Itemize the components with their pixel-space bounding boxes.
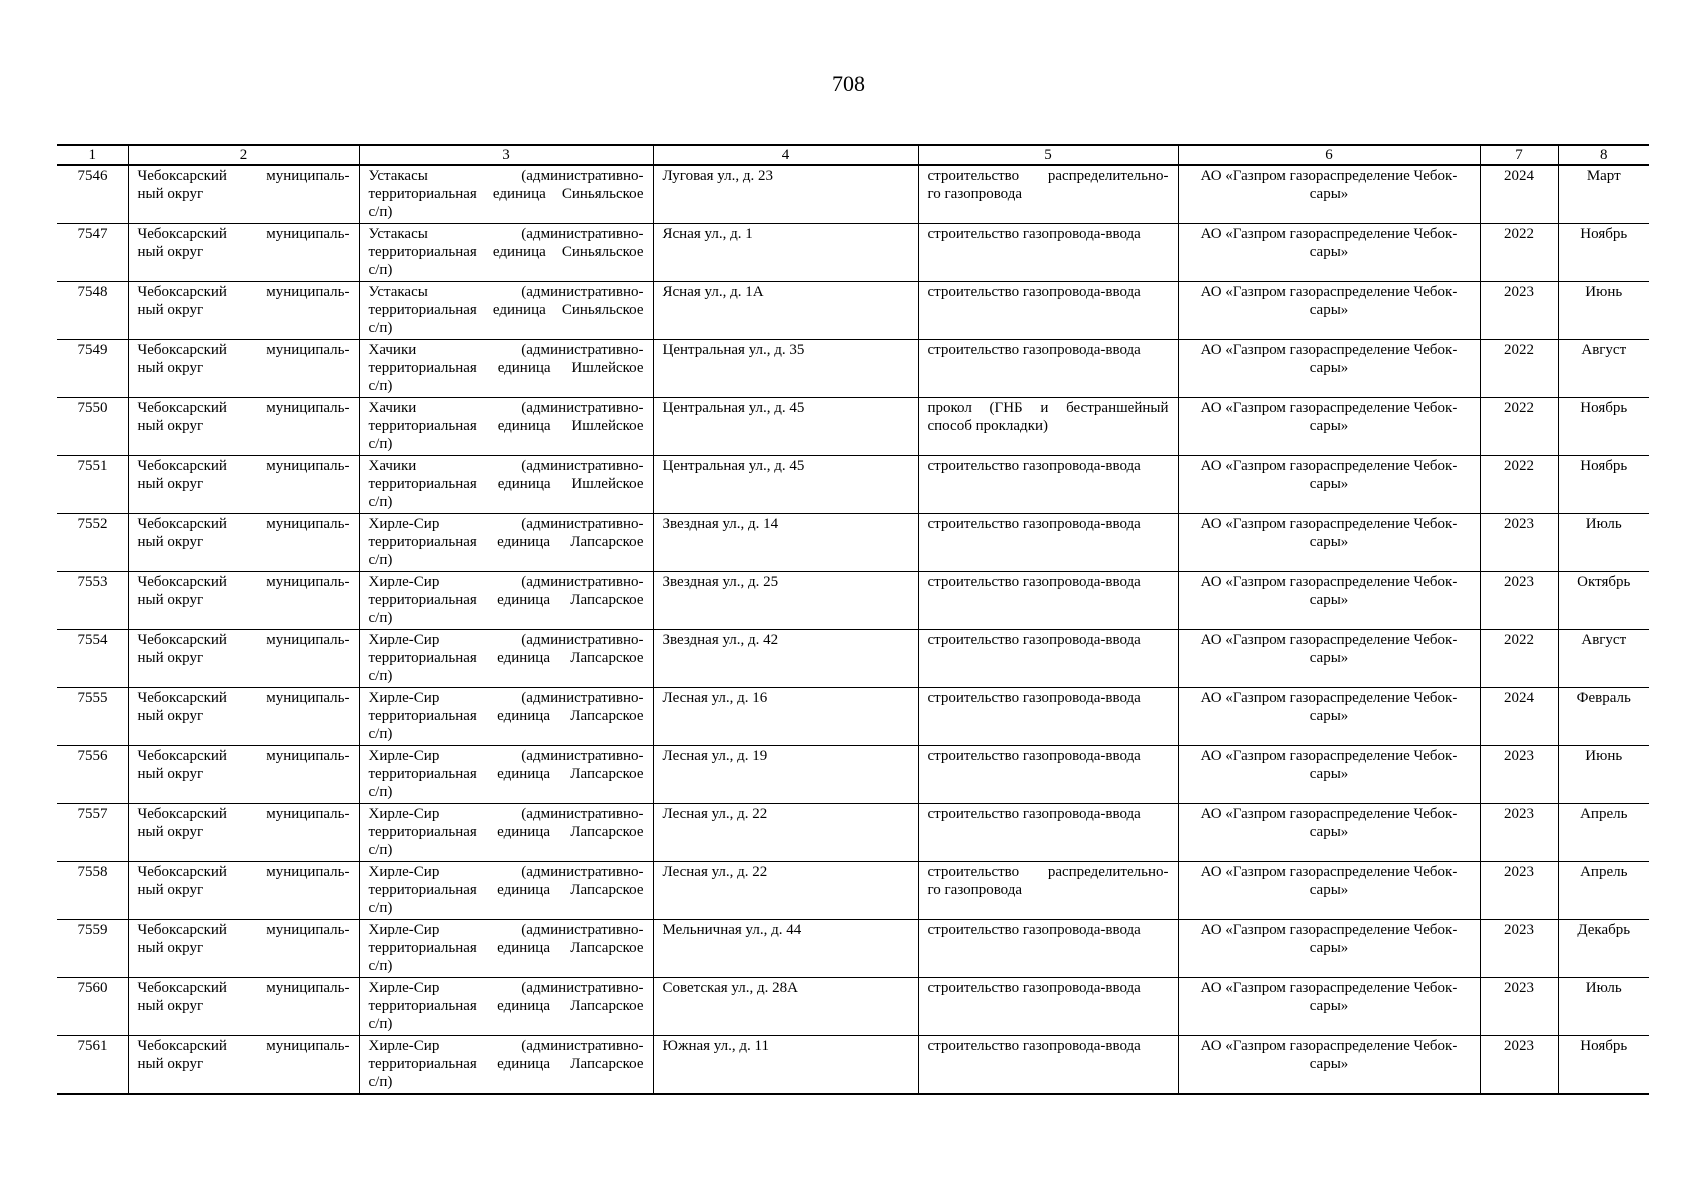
locality-line: территориальная единица Лапсарское <box>368 940 644 956</box>
locality-line: с/п) <box>368 784 393 800</box>
organization-line: сары» <box>1309 302 1349 318</box>
district-cell <box>128 1036 359 1095</box>
address-cell: Луговая ул., д. 23 <box>653 165 918 224</box>
table-row <box>57 456 1649 514</box>
district-cell <box>128 165 359 224</box>
row-number: 7555 <box>57 688 128 746</box>
row-number: 7550 <box>57 398 128 456</box>
organization-line: сары» <box>1309 360 1349 376</box>
work-type-cell <box>918 688 1178 746</box>
organization-cell <box>1178 862 1480 920</box>
work-type-line: строительство газопровода-ввода <box>927 1038 1141 1054</box>
locality-line: территориальная единица Ишлейское <box>368 360 644 376</box>
district-line: ный округ <box>137 998 204 1014</box>
table-row <box>57 398 1649 456</box>
address-cell: Лесная ул., д. 16 <box>653 688 918 746</box>
district-cell <box>128 282 359 340</box>
district-cell <box>128 398 359 456</box>
col-header: 5 <box>918 145 1178 165</box>
district-line: Чебоксарский муниципаль- <box>137 168 350 184</box>
work-type-line: строительство газопровода-ввода <box>927 574 1141 590</box>
table-row <box>57 514 1649 572</box>
district-line: ный округ <box>137 708 204 724</box>
month-cell: Ноябрь <box>1558 1036 1649 1095</box>
table-row <box>57 920 1649 978</box>
table-row <box>57 224 1649 282</box>
locality-line: с/п) <box>368 610 393 626</box>
locality-line: Устакасы (административно- <box>368 284 644 300</box>
organization-cell <box>1178 688 1480 746</box>
district-cell <box>128 746 359 804</box>
gasification-table <box>57 144 1649 1095</box>
locality-cell <box>359 978 653 1036</box>
header-row <box>57 145 1649 165</box>
work-type-cell <box>918 282 1178 340</box>
locality-cell <box>359 456 653 514</box>
row-number: 7553 <box>57 572 128 630</box>
table-row <box>57 572 1649 630</box>
row-number: 7557 <box>57 804 128 862</box>
locality-line: территориальная единица Лапсарское <box>368 650 644 666</box>
locality-line: с/п) <box>368 262 393 278</box>
locality-line: территориальная единица Лапсарское <box>368 882 644 898</box>
district-line: Чебоксарский муниципаль- <box>137 806 350 822</box>
district-line: Чебоксарский муниципаль- <box>137 284 350 300</box>
locality-line: территориальная единица Лапсарское <box>368 592 644 608</box>
organization-line: сары» <box>1309 476 1349 492</box>
row-number: 7556 <box>57 746 128 804</box>
row-number: 7547 <box>57 224 128 282</box>
table-row <box>57 804 1649 862</box>
organization-cell <box>1178 978 1480 1036</box>
district-line: Чебоксарский муниципаль- <box>137 864 350 880</box>
organization-line: АО «Газпром газораспределение Чебок- <box>1200 864 1458 880</box>
district-line: ный округ <box>137 302 204 318</box>
locality-line: с/п) <box>368 668 393 684</box>
work-type-line: способ прокладки) <box>927 418 1048 434</box>
work-type-line: строительство распределительно- <box>927 168 1169 184</box>
work-type-line: го газопровода <box>927 882 1023 898</box>
locality-line: Хачики (административно- <box>368 400 644 416</box>
district-line: ный округ <box>137 882 204 898</box>
work-type-cell <box>918 340 1178 398</box>
locality-line: с/п) <box>368 552 393 568</box>
work-type-line: строительство распределительно- <box>927 864 1169 880</box>
organization-line: АО «Газпром газораспределение Чебок- <box>1200 690 1458 706</box>
year-cell: 2023 <box>1480 920 1558 978</box>
locality-line: территориальная единица Лапсарское <box>368 766 644 782</box>
district-line: ный округ <box>137 186 204 202</box>
locality-line: Хирле-Сир (административно- <box>368 1038 644 1054</box>
address-cell: Лесная ул., д. 22 <box>653 804 918 862</box>
locality-line: с/п) <box>368 494 393 510</box>
organization-line: сары» <box>1309 824 1349 840</box>
locality-cell <box>359 920 653 978</box>
district-cell <box>128 688 359 746</box>
work-type-cell <box>918 804 1178 862</box>
row-number: 7560 <box>57 978 128 1036</box>
locality-line: территориальная единица Лапсарское <box>368 824 644 840</box>
organization-line: сары» <box>1309 708 1349 724</box>
organization-cell <box>1178 224 1480 282</box>
table-row <box>57 1036 1649 1095</box>
table-row <box>57 165 1649 224</box>
work-type-cell <box>918 978 1178 1036</box>
col-header: 8 <box>1558 145 1649 165</box>
locality-line: территориальная единица Лапсарское <box>368 998 644 1014</box>
organization-line: АО «Газпром газораспределение Чебок- <box>1200 284 1458 300</box>
year-cell: 2022 <box>1480 456 1558 514</box>
locality-cell <box>359 804 653 862</box>
locality-line: с/п) <box>368 436 393 452</box>
district-line: ный округ <box>137 360 204 376</box>
district-line: ный округ <box>137 1056 204 1072</box>
year-cell: 2023 <box>1480 514 1558 572</box>
organization-cell <box>1178 456 1480 514</box>
year-cell: 2024 <box>1480 688 1558 746</box>
work-type-cell <box>918 514 1178 572</box>
locality-cell <box>359 165 653 224</box>
table-body <box>57 165 1649 1094</box>
district-cell <box>128 804 359 862</box>
locality-line: территориальная единица Синьяльское <box>368 186 644 202</box>
work-type-cell <box>918 224 1178 282</box>
row-number: 7551 <box>57 456 128 514</box>
locality-cell <box>359 688 653 746</box>
district-line: Чебоксарский муниципаль- <box>137 516 350 532</box>
work-type-line: строительство газопровода-ввода <box>927 922 1141 938</box>
locality-line: Хирле-Сир (административно- <box>368 864 644 880</box>
table-row <box>57 688 1649 746</box>
work-type-cell <box>918 862 1178 920</box>
district-line: ный округ <box>137 940 204 956</box>
locality-line: с/п) <box>368 378 393 394</box>
work-type-line: строительство газопровода-ввода <box>927 226 1141 242</box>
work-type-line: строительство газопровода-ввода <box>927 342 1141 358</box>
organization-cell <box>1178 804 1480 862</box>
locality-line: территориальная единица Синьяльское <box>368 244 644 260</box>
address-cell: Звездная ул., д. 14 <box>653 514 918 572</box>
organization-line: сары» <box>1309 592 1349 608</box>
organization-cell <box>1178 165 1480 224</box>
work-type-line: строительство газопровода-ввода <box>927 980 1141 996</box>
work-type-line: строительство газопровода-ввода <box>927 516 1141 532</box>
locality-line: Хирле-Сир (административно- <box>368 632 644 648</box>
locality-line: с/п) <box>368 900 393 916</box>
district-cell <box>128 978 359 1036</box>
organization-line: АО «Газпром газораспределение Чебок- <box>1200 400 1458 416</box>
locality-cell <box>359 340 653 398</box>
district-line: ный округ <box>137 592 204 608</box>
address-cell: Советская ул., д. 28А <box>653 978 918 1036</box>
work-type-line: прокол (ГНБ и бестраншейный <box>927 400 1169 416</box>
organization-line: сары» <box>1309 534 1349 550</box>
district-line: Чебоксарский муниципаль- <box>137 574 350 590</box>
district-cell <box>128 572 359 630</box>
organization-line: АО «Газпром газораспределение Чебок- <box>1200 342 1458 358</box>
district-line: ный округ <box>137 824 204 840</box>
work-type-cell <box>918 572 1178 630</box>
table-row <box>57 746 1649 804</box>
row-number: 7559 <box>57 920 128 978</box>
month-cell: Июнь <box>1558 282 1649 340</box>
locality-line: Хирле-Сир (административно- <box>368 806 644 822</box>
col-header: 6 <box>1178 145 1480 165</box>
month-cell: Ноябрь <box>1558 398 1649 456</box>
locality-line: Хачики (административно- <box>368 458 644 474</box>
address-cell: Лесная ул., д. 22 <box>653 862 918 920</box>
organization-line: сары» <box>1309 882 1349 898</box>
col-header: 1 <box>57 145 128 165</box>
table-row <box>57 630 1649 688</box>
district-cell <box>128 514 359 572</box>
address-cell: Мельничная ул., д. 44 <box>653 920 918 978</box>
locality-line: Хирле-Сир (административно- <box>368 690 644 706</box>
organization-line: АО «Газпром газораспределение Чебок- <box>1200 226 1458 242</box>
address-cell: Центральная ул., д. 45 <box>653 398 918 456</box>
organization-cell <box>1178 398 1480 456</box>
locality-cell <box>359 630 653 688</box>
year-cell: 2023 <box>1480 572 1558 630</box>
locality-cell <box>359 572 653 630</box>
organization-line: сары» <box>1309 418 1349 434</box>
work-type-cell <box>918 920 1178 978</box>
address-cell: Южная ул., д. 11 <box>653 1036 918 1095</box>
locality-line: с/п) <box>368 1074 393 1090</box>
month-cell: Август <box>1558 340 1649 398</box>
organization-line: АО «Газпром газораспределение Чебок- <box>1200 574 1458 590</box>
locality-line: территориальная единица Лапсарское <box>368 1056 644 1072</box>
organization-line: АО «Газпром газораспределение Чебок- <box>1200 168 1458 184</box>
address-cell: Звездная ул., д. 42 <box>653 630 918 688</box>
district-line: ный округ <box>137 534 204 550</box>
work-type-cell <box>918 746 1178 804</box>
organization-cell <box>1178 282 1480 340</box>
district-cell <box>128 920 359 978</box>
row-number: 7549 <box>57 340 128 398</box>
month-cell: Июль <box>1558 978 1649 1036</box>
table-row <box>57 340 1649 398</box>
district-cell <box>128 456 359 514</box>
organization-line: АО «Газпром газораспределение Чебок- <box>1200 458 1458 474</box>
year-cell: 2023 <box>1480 804 1558 862</box>
organization-line: АО «Газпром газораспределение Чебок- <box>1200 516 1458 532</box>
district-line: ный округ <box>137 418 204 434</box>
work-type-line: строительство газопровода-ввода <box>927 690 1141 706</box>
year-cell: 2022 <box>1480 630 1558 688</box>
month-cell: Ноябрь <box>1558 456 1649 514</box>
locality-line: Хирле-Сир (административно- <box>368 574 644 590</box>
locality-cell <box>359 746 653 804</box>
col-header: 7 <box>1480 145 1558 165</box>
col-header: 2 <box>128 145 359 165</box>
district-line: ный округ <box>137 650 204 666</box>
month-cell: Ноябрь <box>1558 224 1649 282</box>
organization-line: сары» <box>1309 186 1349 202</box>
work-type-line: строительство газопровода-ввода <box>927 632 1141 648</box>
month-cell: Октябрь <box>1558 572 1649 630</box>
address-cell: Центральная ул., д. 45 <box>653 456 918 514</box>
month-cell: Апрель <box>1558 862 1649 920</box>
work-type-cell <box>918 398 1178 456</box>
row-number: 7561 <box>57 1036 128 1095</box>
district-line: Чебоксарский муниципаль- <box>137 632 350 648</box>
district-line: Чебоксарский муниципаль- <box>137 922 350 938</box>
work-type-line: строительство газопровода-ввода <box>927 748 1141 764</box>
organization-line: сары» <box>1309 650 1349 666</box>
work-type-line: строительство газопровода-ввода <box>927 284 1141 300</box>
locality-line: с/п) <box>368 842 393 858</box>
work-type-cell <box>918 1036 1178 1095</box>
organization-cell <box>1178 340 1480 398</box>
month-cell: Август <box>1558 630 1649 688</box>
year-cell: 2022 <box>1480 340 1558 398</box>
year-cell: 2023 <box>1480 746 1558 804</box>
district-cell <box>128 224 359 282</box>
month-cell: Декабрь <box>1558 920 1649 978</box>
work-type-cell <box>918 165 1178 224</box>
organization-line: сары» <box>1309 940 1349 956</box>
work-type-line: строительство газопровода-ввода <box>927 806 1141 822</box>
col-header: 4 <box>653 145 918 165</box>
organization-line: АО «Газпром газораспределение Чебок- <box>1200 922 1458 938</box>
district-line: Чебоксарский муниципаль- <box>137 400 350 416</box>
district-line: ный округ <box>137 476 204 492</box>
locality-line: Устакасы (административно- <box>368 226 644 242</box>
address-cell: Звездная ул., д. 25 <box>653 572 918 630</box>
locality-line: территориальная единица Лапсарское <box>368 534 644 550</box>
row-number: 7552 <box>57 514 128 572</box>
district-cell <box>128 630 359 688</box>
month-cell: Февраль <box>1558 688 1649 746</box>
row-number: 7546 <box>57 165 128 224</box>
year-cell: 2022 <box>1480 398 1558 456</box>
year-cell: 2023 <box>1480 978 1558 1036</box>
locality-line: территориальная единица Лапсарское <box>368 708 644 724</box>
organization-line: сары» <box>1309 244 1349 260</box>
locality-line: с/п) <box>368 1016 393 1032</box>
district-cell <box>128 340 359 398</box>
month-cell: Июль <box>1558 514 1649 572</box>
month-cell: Июнь <box>1558 746 1649 804</box>
organization-line: АО «Газпром газораспределение Чебок- <box>1200 980 1458 996</box>
work-type-line: строительство газопровода-ввода <box>927 458 1141 474</box>
locality-cell <box>359 514 653 572</box>
district-line: ный округ <box>137 244 204 260</box>
locality-line: Устакасы (административно- <box>368 168 644 184</box>
locality-cell <box>359 224 653 282</box>
organization-line: АО «Газпром газораспределение Чебок- <box>1200 632 1458 648</box>
month-cell: Март <box>1558 165 1649 224</box>
district-line: Чебоксарский муниципаль- <box>137 1038 350 1054</box>
locality-line: Хирле-Сир (административно- <box>368 980 644 996</box>
work-type-cell <box>918 630 1178 688</box>
organization-line: АО «Газпром газораспределение Чебок- <box>1200 1038 1458 1054</box>
district-line: Чебоксарский муниципаль- <box>137 226 350 242</box>
month-cell: Апрель <box>1558 804 1649 862</box>
col-header: 3 <box>359 145 653 165</box>
work-type-cell <box>918 456 1178 514</box>
table-row <box>57 978 1649 1036</box>
organization-cell <box>1178 630 1480 688</box>
locality-line: с/п) <box>368 958 393 974</box>
district-line: Чебоксарский муниципаль- <box>137 748 350 764</box>
table-row <box>57 282 1649 340</box>
locality-line: с/п) <box>368 726 393 742</box>
organization-line: сары» <box>1309 766 1349 782</box>
organization-cell <box>1178 746 1480 804</box>
address-cell: Ясная ул., д. 1А <box>653 282 918 340</box>
address-cell: Ясная ул., д. 1 <box>653 224 918 282</box>
organization-line: сары» <box>1309 998 1349 1014</box>
district-line: ный округ <box>137 766 204 782</box>
district-line: Чебоксарский муниципаль- <box>137 342 350 358</box>
locality-cell <box>359 282 653 340</box>
district-line: Чебоксарский муниципаль- <box>137 458 350 474</box>
address-cell: Лесная ул., д. 19 <box>653 746 918 804</box>
locality-line: с/п) <box>368 320 393 336</box>
organization-cell <box>1178 920 1480 978</box>
locality-line: Хирле-Сир (административно- <box>368 516 644 532</box>
organization-line: АО «Газпром газораспределение Чебок- <box>1200 806 1458 822</box>
locality-line: территориальная единица Ишлейское <box>368 476 644 492</box>
organization-cell <box>1178 1036 1480 1095</box>
year-cell: 2022 <box>1480 224 1558 282</box>
organization-cell <box>1178 572 1480 630</box>
year-cell: 2023 <box>1480 282 1558 340</box>
year-cell: 2024 <box>1480 165 1558 224</box>
locality-line: с/п) <box>368 204 393 220</box>
locality-cell <box>359 398 653 456</box>
locality-cell <box>359 1036 653 1095</box>
locality-line: территориальная единица Ишлейское <box>368 418 644 434</box>
district-line: Чебоксарский муниципаль- <box>137 690 350 706</box>
year-cell: 2023 <box>1480 862 1558 920</box>
locality-line: Хирле-Сир (административно- <box>368 922 644 938</box>
organization-cell <box>1178 514 1480 572</box>
row-number: 7558 <box>57 862 128 920</box>
work-type-line: го газопровода <box>927 186 1023 202</box>
page-number: 708 <box>832 71 865 96</box>
district-line: Чебоксарский муниципаль- <box>137 980 350 996</box>
row-number: 7554 <box>57 630 128 688</box>
organization-line: сары» <box>1309 1056 1349 1072</box>
locality-cell <box>359 862 653 920</box>
district-cell <box>128 862 359 920</box>
organization-line: АО «Газпром газораспределение Чебок- <box>1200 748 1458 764</box>
locality-line: Хирле-Сир (административно- <box>368 748 644 764</box>
year-cell: 2023 <box>1480 1036 1558 1095</box>
row-number: 7548 <box>57 282 128 340</box>
table-row <box>57 862 1649 920</box>
locality-line: территориальная единица Синьяльское <box>368 302 644 318</box>
locality-line: Хачики (административно- <box>368 342 644 358</box>
address-cell: Центральная ул., д. 35 <box>653 340 918 398</box>
